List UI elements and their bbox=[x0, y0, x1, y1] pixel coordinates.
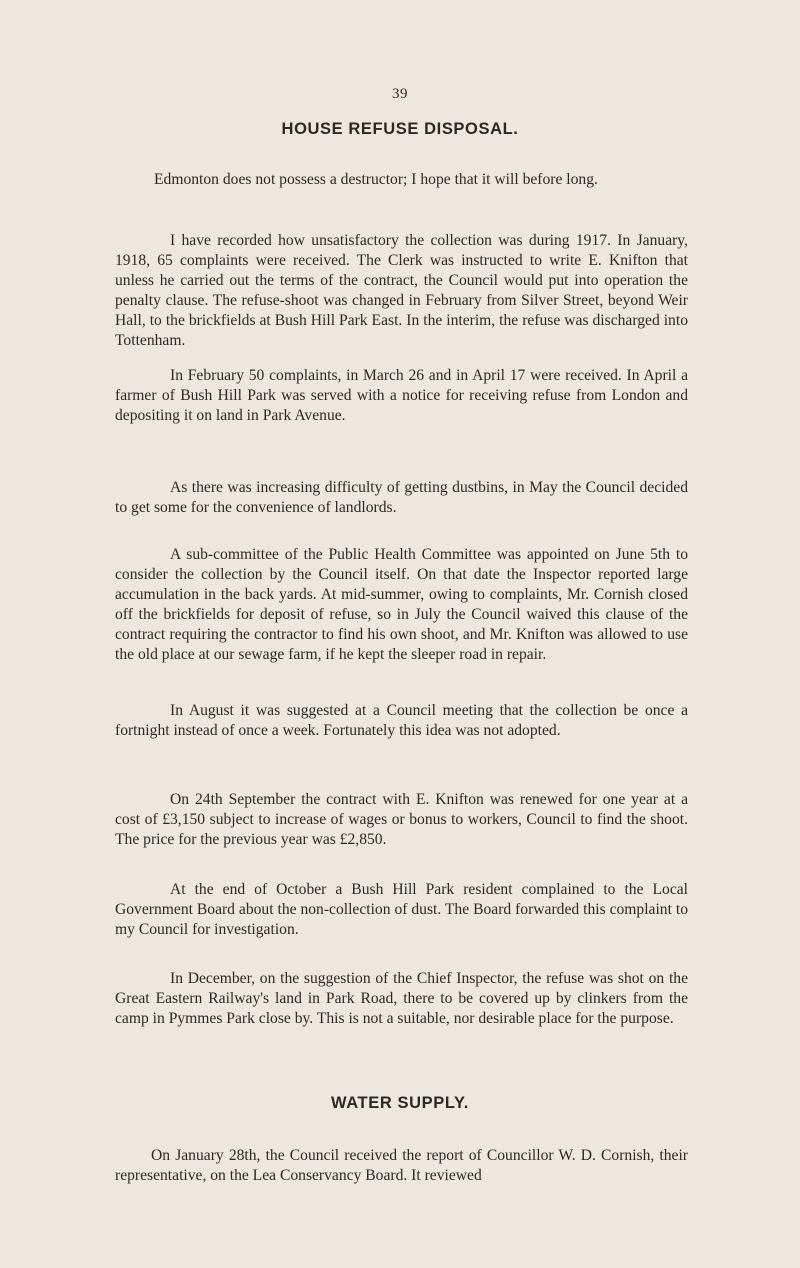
section-heading-refuse-disposal: HOUSE REFUSE DISPOSAL. bbox=[281, 120, 519, 138]
paragraph: In December, on the suggestion of the Chief Inspector, the refuse was shot on the Great Eastern Railway's land in Park Road, there to be covered up by clinkers from the camp in Pymmes Park close by. This is not a suitable, nor desirable place for the purpose. bbox=[115, 970, 688, 1027]
section-heading-water-supply: WATER SUPPLY. bbox=[331, 1094, 469, 1112]
paragraph: At the end of October a Bush Hill Park resident complained to the Local Government Board about the non-collection of dust. The Board forwarded this complaint to my Council for investigation. bbox=[115, 881, 688, 938]
paragraph: In August it was suggested at a Council meeting that the collection be once a fortnight instead of once a week. Fortunately this idea was not adopted. bbox=[115, 702, 688, 739]
page-number: 39 bbox=[392, 86, 408, 102]
paragraph: On 24th September the contract with E. Knifton was renewed for one year at a cost of £3,150 subject to increase of wages or bonus to workers, Council to find the shoot. The price for the previous year was £2,850. bbox=[115, 791, 688, 848]
paragraph: I have recorded how unsatisfactory the collection was during 1917. In January, 1918, 65 complaints were received. The Clerk was instructed to write E. Knifton that unless he carried out the terms of the contract, the Council would put into operation the penalty clause. The refuse-shoot was changed in February from Silver Street, beyond Weir Hall, to the brickfields at Bush Hill Park East. In the interim, the refuse was discharged into Tottenham. bbox=[115, 232, 688, 349]
paragraph: On January 28th, the Council received the report of Councillor W. D. Cornish, their representative, on the Lea Conservancy Board. It reviewed bbox=[115, 1147, 688, 1184]
paragraph: Edmonton does not possess a destructor; I hope that it will before long. bbox=[154, 171, 598, 188]
paragraph: A sub-committee of the Public Health Committee was appointed on June 5th to consider the collection by the Council itself. On that date the Inspector reported large accumulation in the back yards. At mid-summer, owing to complaints, Mr. Cornish closed off the brickfields for deposit of refuse, so in July the Council waived this clause of the contract requiring the contractor to find his own shoot, and Mr. Knifton was allowed to use the old place at our sewage farm, if he kept the sleeper road in repair. bbox=[115, 546, 688, 663]
paragraph: As there was increasing difficulty of getting dustbins, in May the Council decided to get some for the convenience of landlords. bbox=[115, 479, 688, 516]
paragraph: In February 50 complaints, in March 26 and in April 17 were received. In April a farmer of Bush Hill Park was served with a notice for receiving refuse from London and depositing it on land in Park Avenue. bbox=[115, 367, 688, 424]
